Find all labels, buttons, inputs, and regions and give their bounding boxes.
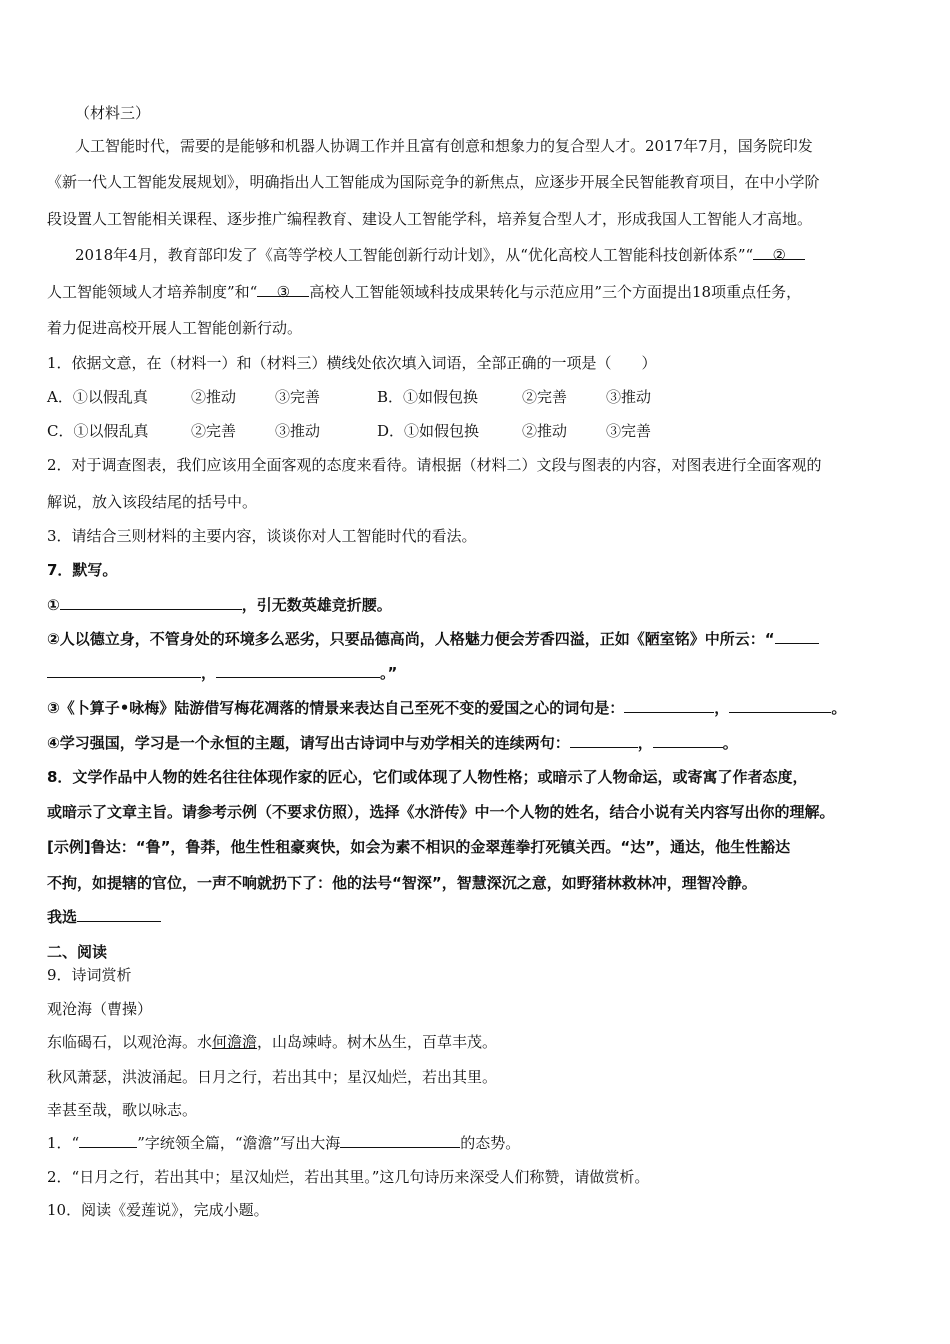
q9-sub1-c: 的态势。 (460, 1134, 521, 1152)
q1-options-row2 (47, 421, 651, 441)
poem-line1-a: 东临碣石，以观沧海。水 (47, 1033, 213, 1051)
material3-paragraph1-line2: 《新一代人工智能发展规划》，明确指出人工智能成为国际竞争的新焦点，应逐步开展全民智能教育项目，在中小学阶 (47, 173, 820, 191)
p2-text-a: 2018年4月，教育部印发了《高等学校人工智能创新行动计划》，从“优化高校人工智能科技创新体系”“ (75, 246, 754, 264)
option-c1[interactable]: C．①以假乱真 (47, 422, 149, 440)
q7-item2-line1 (47, 629, 819, 649)
q8-line1: 8．文学作品中人物的姓名往往体现作家的匠心，它们或体现了人物性格；或暗示了人物命运，或寄寓了作者态度， (47, 768, 808, 786)
q7-item4-comma: ， (637, 734, 653, 752)
poem-line3: 幸甚至哉，歌以咏志。 (47, 1101, 198, 1119)
q7-item1-mark: ① (47, 596, 60, 614)
poem-title: 观沧海（曹操） (47, 1000, 153, 1018)
option-a2: ②推动 (191, 388, 237, 406)
p2-text-b: 人工智能领域人才培养制度”和“ (47, 283, 258, 301)
q7-item2-end: 。” (380, 664, 398, 682)
q7-item4-blank2[interactable] (653, 733, 723, 748)
q9-sub1-blank2[interactable] (340, 1133, 460, 1148)
q7-item3-comma: ， (714, 699, 730, 717)
q7-item4-text: ④学习强国，学习是一个永恒的主题，请写出古诗词中与劝学相关的连续两句： (47, 734, 570, 752)
q1-options-row1 (47, 387, 651, 407)
option-b1[interactable]: B．①如假包换 (377, 388, 479, 406)
q7-item4 (47, 733, 738, 753)
q8-line4: 不拘，如提辖的官位，一声不响就扔下了：他的法号“智深”，智慧深沉之意，如野猪林救林冲，理智冷静。 (47, 874, 757, 892)
q10-line1: 10．阅读《爱莲说》，完成小题。 (47, 1201, 269, 1219)
section2-title: 二、阅读 (47, 943, 108, 961)
material3-paragraph1-line1: 人工智能时代，需要的是能够和机器人协调工作并且富有创意和想象力的复合型人才。2017年7月，国务院印发 (75, 137, 813, 155)
q7-item3-blank2[interactable] (729, 698, 831, 713)
q3-line1: 3．请结合三则材料的主要内容，谈谈你对人工智能时代的看法。 (47, 527, 477, 545)
q8-line3: [示例]鲁达：“鲁”，鲁莽，他生性租豪爽快，如会为素不相识的金翠莲拳打死镇关西。“达”，通达，他生性豁达 (47, 838, 791, 856)
q7-title: 7．默写。 (47, 561, 118, 579)
q7-item4-blank1[interactable] (570, 733, 638, 748)
q1-stem: 1．依据文意，在（材料一）和（材料三）横线处依次填入词语，全部正确的一项是（ ） (47, 354, 657, 372)
q8-line5 (47, 907, 161, 927)
q9-sub1-b: ”字统领全篇，“澹澹”写出大海 (137, 1134, 341, 1152)
option-b3: ③推动 (606, 388, 652, 406)
poem-line1-underlined: 何澹澹 (212, 1033, 258, 1051)
option-c2: ②完善 (191, 422, 237, 440)
q8-line2: 或暗示了文章主旨。请参考示例（不要求仿照），选择《水浒传》中一个人物的姓名，结合小说有关内容写出你的理解。 (47, 803, 835, 821)
option-a1[interactable]: A．①以假乱真 (47, 388, 148, 406)
q7-item2-blank2[interactable] (216, 663, 380, 678)
q7-item1-text: ，引无数英雄竞折腰。 (241, 596, 392, 614)
q2-line1: 2．对于调查图表，我们应该用全面客观的态度来看待。请根据（材料二）文段与图表的内容，对图表进行全面客观的 (47, 456, 822, 474)
option-d1[interactable]: D．①如假包换 (377, 422, 480, 440)
material3-heading: （材料三） (75, 104, 151, 122)
q7-item1-blank[interactable] (60, 595, 242, 610)
poem-line2: 秋风萧瑟，洪波涌起。日月之行，若出其中；星汉灿烂，若出其里。 (47, 1068, 498, 1086)
q7-item2-text: ②人以德立身，不管身处的环境多么恶劣，只要品德高尚，人格魅力便会芳香四溢，正如《陋室铭》中所云：“ (47, 630, 775, 648)
q9-sub1-blank1[interactable] (79, 1133, 137, 1148)
q8-choice-label: 我选 (47, 908, 78, 926)
option-b2: ②完善 (522, 388, 568, 406)
option-d3: ③完善 (606, 422, 652, 440)
blank-2: ② (753, 245, 805, 260)
option-d2: ②推动 (522, 422, 568, 440)
blank-3: ③ (257, 282, 309, 297)
poem-line1 (47, 1032, 497, 1052)
option-c3: ③推动 (275, 422, 321, 440)
q7-item2-blank1-start[interactable] (775, 629, 819, 644)
q7-item2-comma: ， (201, 664, 217, 682)
q7-item3-blank1[interactable] (624, 698, 714, 713)
q7-item3-end: 。 (831, 699, 847, 717)
q2-line2: 解说，放入该段结尾的括号中。 (47, 493, 258, 511)
q7-item4-end: 。 (722, 734, 738, 752)
q7-item3-text: ③《卜算子•咏梅》陆游借写梅花凋落的情景来表达自己至死不变的爱国之心的词句是： (47, 699, 625, 717)
q7-item2-blank1[interactable] (47, 663, 201, 678)
q9-sub1-a: 1．“ (47, 1134, 80, 1152)
q7-item1 (47, 595, 392, 615)
q7-item2-line2 (47, 663, 397, 683)
material3-paragraph1-line3: 段设置人工智能相关课程、逐步推广编程教育、建设人工智能学科，培养复合型人才，形成我国人工智能人才高地。 (47, 210, 813, 228)
material3-paragraph2-line1 (75, 245, 805, 265)
material3-paragraph2-line3: 着力促进高校开展人工智能创新行动。 (47, 319, 303, 337)
option-a3: ③完善 (275, 388, 321, 406)
q8-choice-blank[interactable] (77, 907, 161, 922)
q9-sub2: 2．“日月之行，若出其中；星汉灿烂，若出其里。”这几句诗历来深受人们称赞，请做赏析。 (47, 1168, 650, 1186)
q7-item3 (47, 698, 846, 718)
p2-text-c: 高校人工智能领域科技成果转化与示范应用”三个方面提出18项重点任务， (309, 283, 802, 301)
q9-title: 9．诗词赏析 (47, 966, 132, 984)
material3-paragraph2-line2 (47, 282, 801, 302)
poem-line1-b: ，山岛竦峙。树木丛生，百草丰茂。 (257, 1033, 498, 1051)
q9-sub1 (47, 1133, 520, 1153)
